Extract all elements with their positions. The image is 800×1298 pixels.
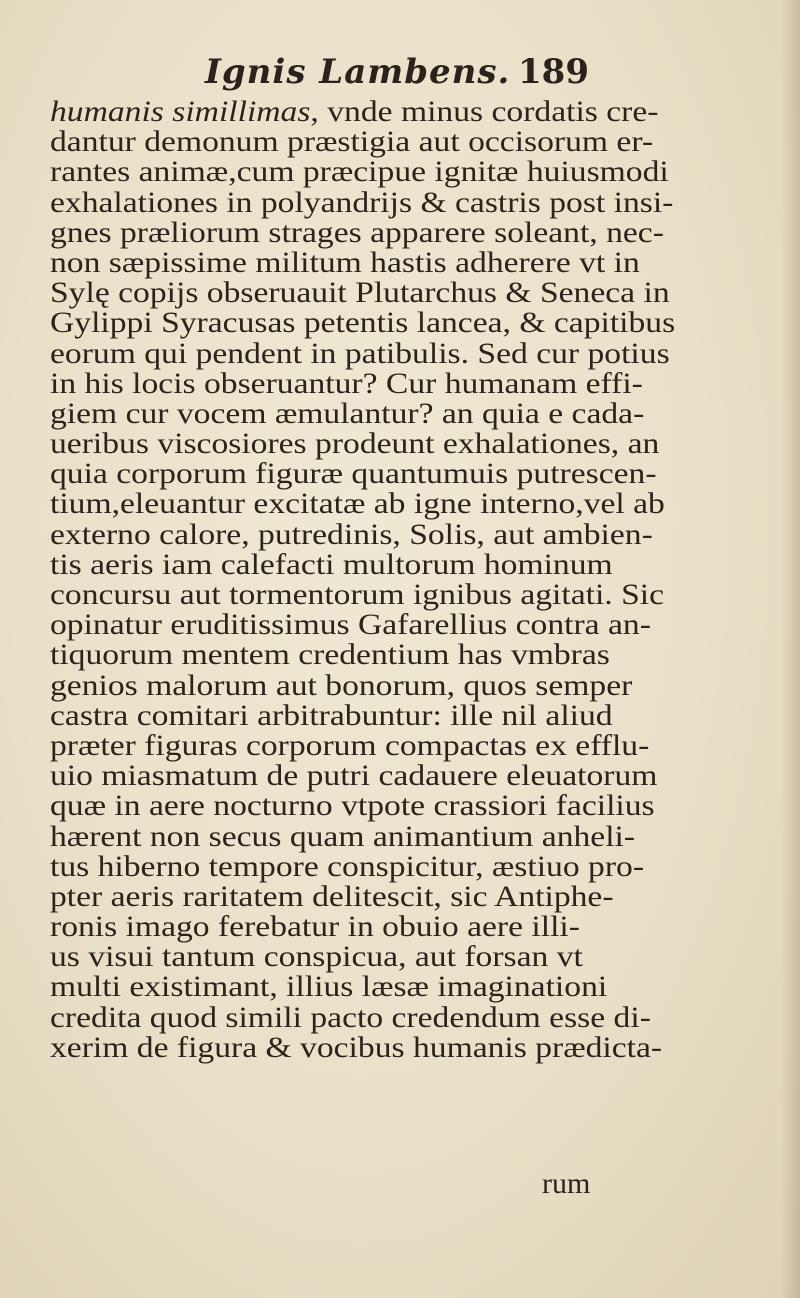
text-line: rantes animæ,cum præcipue ignitæ huiusmodi <box>50 155 669 189</box>
text-line: externo calore, putredinis, Solis, aut ambien- <box>50 517 653 551</box>
text-line-rest: , vnde minus cordatis cre- <box>310 95 659 128</box>
text-line: genios malorum aut bonorum, quos semper <box>50 668 633 702</box>
text-line: giem cur vocem æmulantur? an quia e cada- <box>50 396 645 430</box>
text-line: tis aeris iam calefacti multorum hominum <box>50 547 613 581</box>
text-line: credita quod simili pacto credendum esse di- <box>50 1000 651 1034</box>
text-line: opinatur eruditissimus Gafarellius contra an- <box>50 608 651 642</box>
text-line: Gylippi Syracusas petentis lancea, & capitibus <box>50 306 676 340</box>
text-line <box>50 97 800 127</box>
text-line: xerim de figura & vocibus humanis prædicta- <box>50 1030 663 1064</box>
text-line: us visui tantum conspicua, aut forsan vt <box>50 940 583 974</box>
running-title: Ignis Lambens. <box>205 52 511 92</box>
text-line: ronis imago ferebatur in obuio aere illi- <box>50 910 580 944</box>
text-line: tus hiberno tempore conspicitur, æstiuo pro- <box>50 849 645 883</box>
text-line: gnes præliorum strages apparere soleant, nec- <box>50 215 664 249</box>
text-line: pter aeris raritatem delitescit, sic Antiphe- <box>50 879 614 913</box>
text-line: uio miasmatum de putri cadauere eleuatorum <box>50 759 658 793</box>
text-line: præter figuras corporum compactas ex efflu- <box>50 728 650 762</box>
text-line: in his locis obseruantur? Cur humanam effi- <box>50 366 643 400</box>
text-line: quæ in aere nocturno vtpote crassiori facilius <box>50 789 655 823</box>
catchword: rum <box>542 1167 591 1200</box>
text-line: eorum qui pendent in patibulis. Sed cur potius <box>50 336 670 370</box>
text-line: Sylę copijs obseruauit Plutarchus & Seneca in <box>50 276 670 310</box>
text-line: quia corporum figuræ quantumuis putrescen- <box>50 457 657 491</box>
text-line: tiquorum mentem credentium has vmbras <box>50 638 610 672</box>
text-line: non sæpissime militum hastis adherere vt in <box>50 245 640 279</box>
text-line: castra comitari arbitrabuntur: ille nil aliud <box>50 698 613 732</box>
italic-lead: humanis simillimas <box>50 95 311 128</box>
text-line: ueribus viscosiores prodeunt exhalationes, an <box>50 427 660 461</box>
text-line: hærent non secus quam animantium anheli- <box>50 819 636 853</box>
text-line: dantur demonum præstigia aut occisorum er- <box>50 125 654 159</box>
body-text <box>50 97 785 1063</box>
text-line: multi existimant, illius læsæ imaginationi <box>50 970 608 1004</box>
page-number: 189 <box>518 52 589 92</box>
text-line: concursu aut tormentorum ignibus agitati. Sic <box>50 578 665 611</box>
text-line: tium,eleuantur excitatæ ab igne interno,vel ab <box>50 487 665 521</box>
page-header <box>0 42 800 102</box>
text-line: exhalationes in polyandrijs & castris post insi- <box>50 185 674 219</box>
